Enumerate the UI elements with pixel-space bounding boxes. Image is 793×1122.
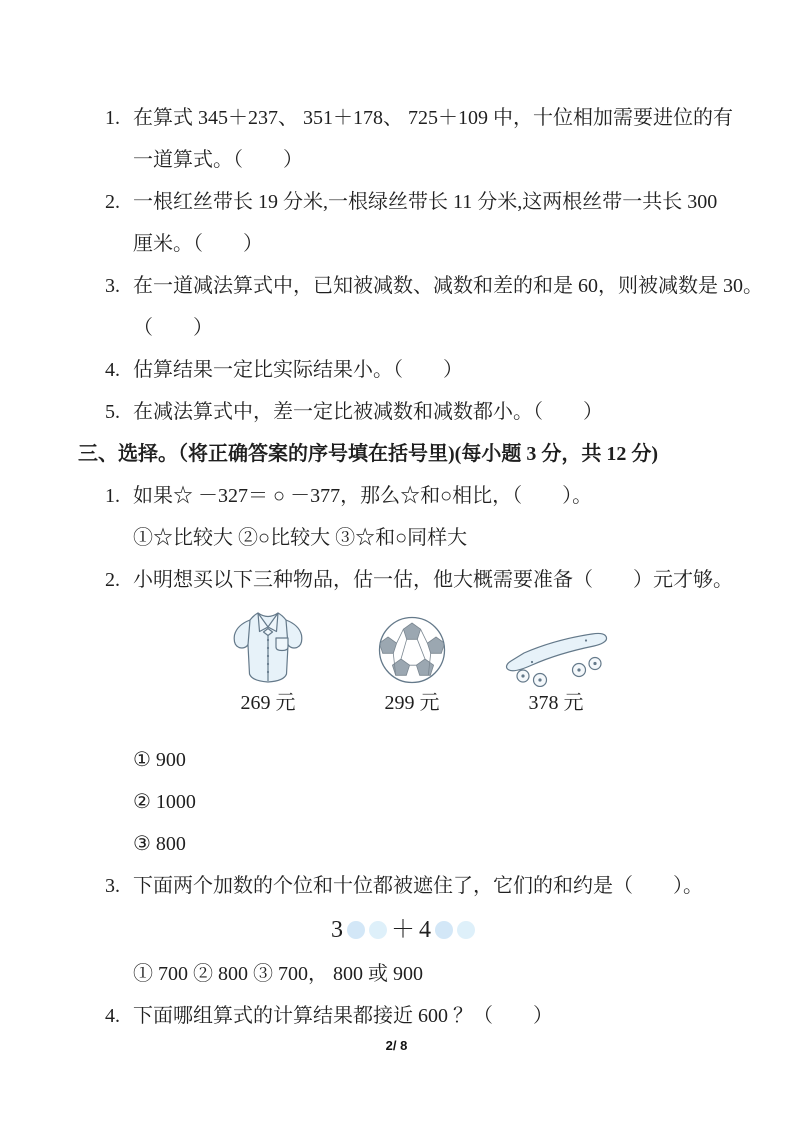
judge-question-4 bbox=[78, 349, 728, 391]
question-text: 在算式 345＋237、 351＋178、 725＋109 中，十位相加需要进位的有 bbox=[133, 107, 733, 129]
soccer-ball-image bbox=[375, 605, 449, 687]
covered-addition-expression bbox=[78, 907, 728, 953]
choice-question-4 bbox=[78, 995, 728, 1037]
skateboard-image bbox=[502, 605, 610, 687]
choice-q1-options: ①☆比较大 ②○比较大 ③☆和○同样大 bbox=[133, 527, 468, 549]
shirt-image bbox=[224, 605, 312, 687]
question-text: 估算结果一定比实际结果小。（ ） bbox=[133, 359, 463, 381]
price-label: 378 元 bbox=[528, 692, 584, 714]
covered-digit-circle bbox=[347, 921, 365, 939]
question-number: 1. bbox=[105, 107, 120, 129]
question-number: 2. bbox=[105, 569, 120, 591]
price-label: 299 元 bbox=[384, 692, 440, 714]
judge-question-5 bbox=[78, 391, 728, 433]
question-number: 3. bbox=[105, 875, 120, 897]
choice-q3-options: ① 700 ② 800 ③ 700， 800 或 900 bbox=[133, 963, 423, 985]
option-item: ② 1000 bbox=[133, 791, 196, 813]
choice-question-1 bbox=[78, 475, 728, 559]
choice-question-2 bbox=[78, 559, 733, 865]
question-text: 下面两个加数的个位和十位都被遮住了，它们的和约是（ ）。 bbox=[133, 875, 703, 897]
question-text-continued: 一道算式。（ ） bbox=[133, 149, 303, 171]
question-text: 小明想买以下三种物品，估一估，他大概需要准备（ ）元才够。 bbox=[133, 569, 733, 591]
question-number: 4. bbox=[105, 1005, 120, 1027]
addend-1: 3 bbox=[331, 917, 343, 943]
question-number: 4. bbox=[105, 359, 120, 381]
option-item: ① 900 bbox=[133, 749, 186, 771]
plus-operator: ＋ bbox=[391, 917, 415, 943]
judge-question-2 bbox=[78, 181, 728, 265]
covered-digit-circle bbox=[435, 921, 453, 939]
question-number: 3. bbox=[105, 275, 120, 297]
choice-question-3 bbox=[78, 865, 728, 995]
product-row bbox=[200, 605, 728, 717]
question-number: 2. bbox=[105, 191, 120, 213]
choice-section-heading: 三、选择。（将正确答案的序号填在括号里)(每小题 3 分，共 12 分) bbox=[78, 443, 658, 465]
question-text: 如果☆ －327＝ ○ －377，那么☆和○相比，（ ）。 bbox=[133, 485, 593, 507]
addend-2: 4 bbox=[419, 917, 431, 943]
question-text-continued: 厘米。（ ） bbox=[133, 233, 263, 255]
price-label: 269 元 bbox=[240, 692, 296, 714]
question-text: 在减法算式中，差一定比被减数和减数都小。（ ） bbox=[133, 401, 603, 423]
product-shirt bbox=[200, 605, 336, 717]
question-number: 1. bbox=[105, 485, 120, 507]
question-text: 在一道减法算式中，已知被减数、减数和差的和是 60，则被减数是 30。 bbox=[133, 275, 763, 297]
judge-question-1 bbox=[78, 97, 733, 181]
judge-question-3 bbox=[78, 265, 763, 349]
question-text-continued: （ ） bbox=[133, 317, 213, 339]
question-text: 下面哪组算式的计算结果都接近 600 ？（ ） bbox=[133, 1005, 553, 1027]
question-number: 5. bbox=[105, 401, 120, 423]
page-number: 2/ 8 bbox=[385, 1038, 408, 1053]
question-text: 一根红丝带长 19 分米,一根绿丝带长 11 分米,这两根丝带一共长 300 bbox=[133, 191, 718, 213]
covered-digit-circle bbox=[457, 921, 475, 939]
product-soccer-ball bbox=[344, 605, 480, 717]
covered-digit-circle bbox=[369, 921, 387, 939]
product-skateboard bbox=[488, 605, 624, 717]
worksheet-content bbox=[78, 97, 763, 1037]
choice-q2-options bbox=[78, 739, 728, 865]
option-item: ③ 800 bbox=[133, 833, 186, 855]
